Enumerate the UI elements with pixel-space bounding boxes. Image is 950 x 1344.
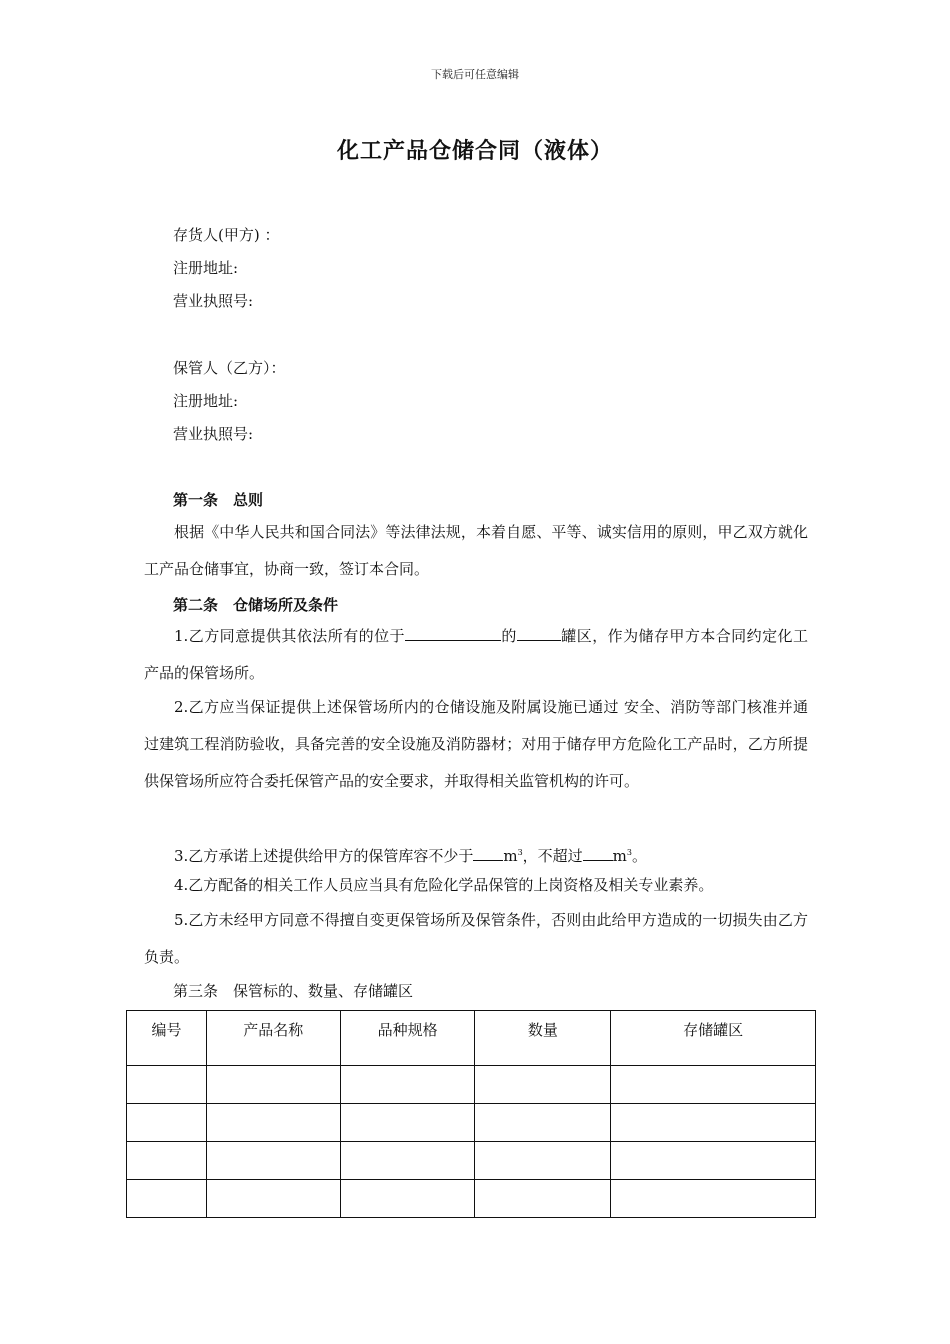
table-row [127, 1066, 816, 1104]
table-cell[interactable] [340, 1066, 475, 1104]
max-capacity-blank [583, 846, 613, 861]
table-row [127, 1104, 816, 1142]
table-cell[interactable] [206, 1142, 340, 1180]
unit-m: m [503, 847, 518, 865]
article1-heading: 第一条 总则 [173, 491, 264, 509]
item3-text-a: 3.乙方承诺上述提供给甲方的保管库容不少于 [174, 847, 474, 865]
party-b-license: 营业执照号: [173, 425, 254, 443]
table-cell[interactable] [340, 1104, 475, 1142]
col-tank-area: 存储罐区 [611, 1011, 816, 1066]
article1-text: 根据《中华人民共和国合同法》等法律法规，本着自愿、平等、诚实信用的原则，甲乙双方就化工产品仓储事宜，协商一致，签订本合同。 [144, 523, 808, 578]
table-cell[interactable] [475, 1180, 611, 1218]
party-a-name: 存货人(甲方) ： [173, 226, 280, 244]
table-cell[interactable] [206, 1180, 340, 1218]
table-cell[interactable] [611, 1180, 816, 1218]
table-cell[interactable] [206, 1104, 340, 1142]
table-cell[interactable] [611, 1142, 816, 1180]
table-cell[interactable] [127, 1180, 207, 1218]
table-cell[interactable] [611, 1066, 816, 1104]
article2-item2: 2.乙方应当保证提供上述保管场所内的仓储设施及附属设施已通过 安全、消防等部门核准并通过建筑工程消防验收，具备完善的安全设施及消防器材；对用于储存甲方危险化工产品时，乙方所提供保管场所应符合委托保管产品的安全要求，并取得相关监管机构的许可。 [144, 698, 808, 790]
table-cell[interactable] [127, 1142, 207, 1180]
party-a-license: 营业执照号: [173, 292, 254, 310]
table-header-row [127, 1011, 816, 1066]
article3-heading: 第三条 保管标的、数量、存储罐区 [173, 982, 414, 1000]
item1-text-b: 的 [500, 627, 517, 645]
table-cell[interactable] [127, 1066, 207, 1104]
table-cell[interactable] [340, 1142, 475, 1180]
unit-m-2: m [612, 847, 627, 865]
article2-item1 [144, 618, 808, 692]
article2-item4: 4.乙方配备的相关工作人员应当具有危险化学品保管的上岗资格及相关专业素养。 [174, 876, 714, 894]
unit-sup-2: 3 [626, 848, 632, 857]
col-number: 编号 [127, 1011, 207, 1066]
table-row [127, 1180, 816, 1218]
tank-area-blank [517, 626, 561, 641]
item3-text-b: ，不超过 [522, 847, 583, 865]
party-b-address: 注册地址: [173, 392, 239, 410]
table-row [127, 1142, 816, 1180]
table-cell[interactable] [475, 1104, 611, 1142]
item3-end: 。 [632, 847, 648, 865]
table-cell[interactable] [206, 1066, 340, 1104]
article2-heading: 第二条 仓储场所及条件 [173, 596, 339, 614]
table-cell[interactable] [475, 1066, 611, 1104]
table-cell[interactable] [127, 1104, 207, 1142]
item1-text-c: 罐区，作为储存甲方本合同约定化工产品的保管场所。 [144, 627, 808, 682]
unit-sup: 3 [517, 848, 523, 857]
party-b-name: 保管人（乙方）： [173, 359, 286, 377]
page-header: 下载后可任意编辑 [431, 68, 519, 81]
article2-item5: 5.乙方未经甲方同意不得擅自变更保管场所及保管条件，否则由此给甲方造成的一切损失由乙方负责。 [144, 911, 808, 966]
col-spec: 品种规格 [340, 1011, 475, 1066]
min-capacity-blank [473, 846, 503, 861]
item1-text-a: 1.乙方同意提供其依法所有的位于 [174, 627, 405, 645]
col-quantity: 数量 [475, 1011, 611, 1066]
table-cell[interactable] [340, 1180, 475, 1218]
table-cell[interactable] [611, 1104, 816, 1142]
storage-table [126, 1010, 816, 1218]
col-product-name: 产品名称 [206, 1011, 340, 1066]
document-title: 化工产品仓储合同（液体） [336, 139, 613, 164]
location-blank [405, 626, 501, 641]
party-a-address: 注册地址: [173, 259, 239, 277]
table-cell[interactable] [475, 1142, 611, 1180]
